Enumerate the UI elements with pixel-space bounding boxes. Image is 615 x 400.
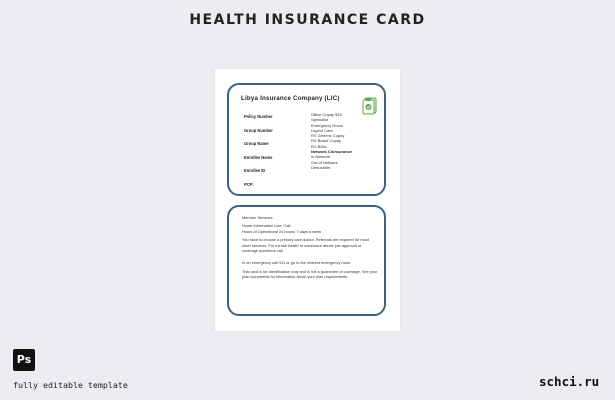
enrollee-id-label: Enrollee ID [244, 168, 266, 173]
policy-number-label: Policy Number [244, 114, 273, 119]
hours-of-operation: Hours of Operational 24 hours/ 7 days a week [242, 228, 322, 234]
nurse-line: Nurse Information Line: Call: [242, 223, 292, 229]
footer-caption: fully editable template [13, 380, 128, 390]
insurance-card-back [227, 205, 386, 316]
specialist: Specialist [311, 117, 329, 123]
rx-bin: RX BIN# [311, 143, 327, 149]
page-heading: HEALTH INSURANCE CARD [189, 12, 426, 28]
in-network: In Network [311, 154, 331, 160]
group-name-label: Group Name [244, 141, 269, 146]
card-labels [244, 115, 304, 196]
company-name: Libya Insurance Company (LIC) [241, 95, 340, 102]
emergency-notice: In an emergency call 911 or go to the nearest emergency room. [242, 260, 352, 266]
member-services: Member Services: [242, 215, 274, 220]
pcp-notice: You have to choose a primary care doctor. Referrals are required for most other services. For mental health or substance abuse pre-approval or coverage questions call [242, 237, 369, 254]
coverage-values [311, 112, 381, 170]
emergency-room: Emergency Room [311, 122, 344, 128]
photoshop-icon: Ps [13, 349, 35, 371]
out-of-network: Out of Network [311, 159, 338, 165]
coverage-disclaimer: This card is for identification only and is not a guarantee of coverage. See your plan documents for information about your plan requirements. [242, 268, 378, 280]
pcp-label: PCP: [244, 181, 254, 187]
urgent-care: Urgent Care [311, 127, 333, 133]
rx-brand-copay: RX Brand Copay [311, 138, 342, 144]
enrollee-name-label: Enrollee Name [244, 154, 273, 160]
office-copay: Office Copay $15 [311, 112, 342, 117]
template-preview-sheet [215, 69, 400, 331]
site-watermark: schci.ru [539, 374, 600, 389]
group-number-label: Group Number [244, 127, 273, 133]
deductible: Deductible: [311, 164, 332, 170]
insurance-card-front [227, 83, 386, 196]
rx-generic-copay: RX Generic Copay [311, 133, 345, 139]
card-back-text [242, 215, 378, 280]
network-coinsurance: Network Coinsurance [311, 149, 353, 155]
